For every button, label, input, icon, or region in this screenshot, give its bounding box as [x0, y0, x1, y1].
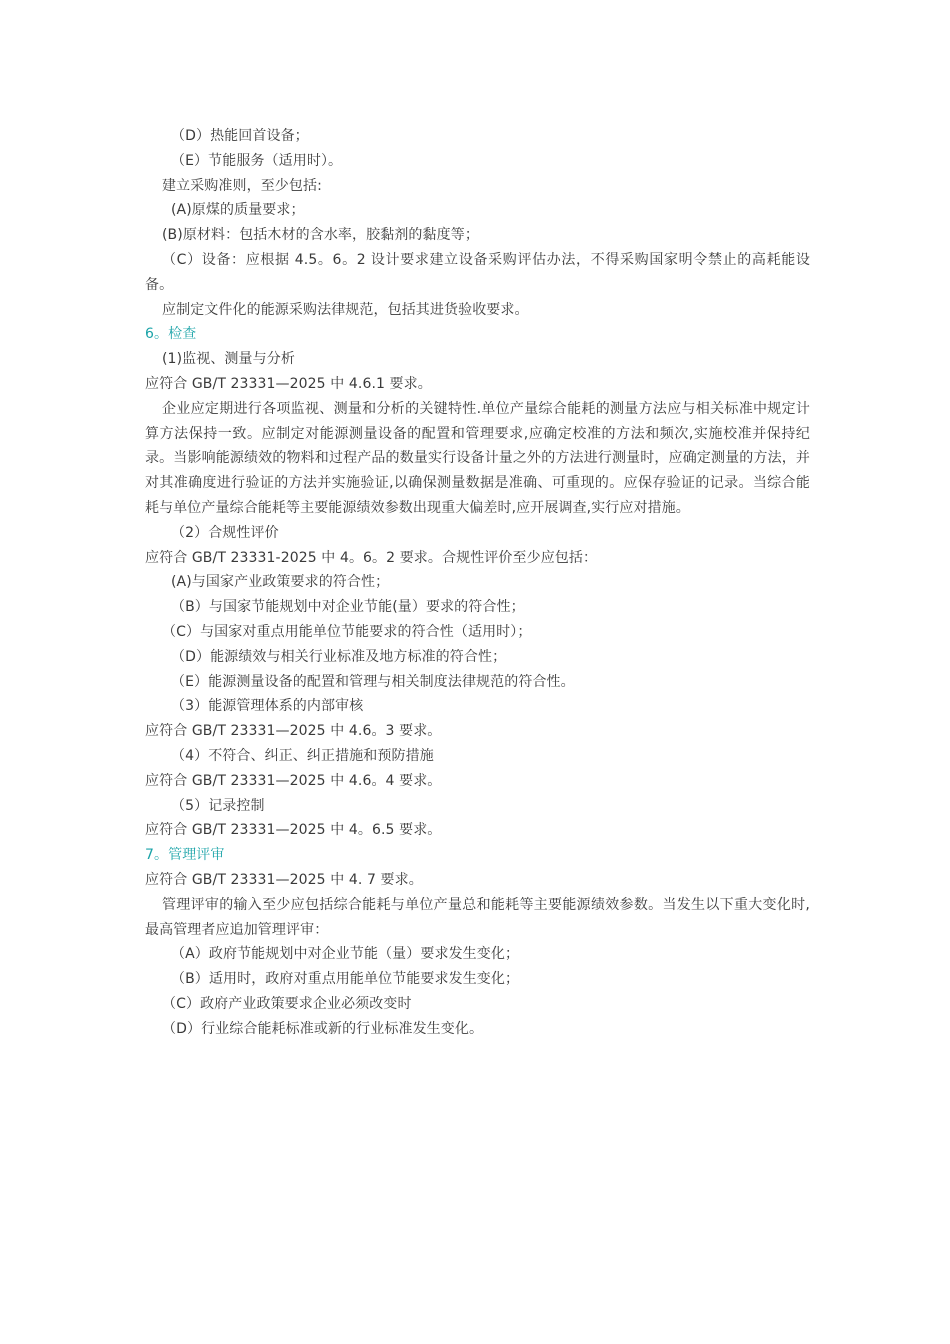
compliance-item-c: （C）与国家对重点用能单位节能要求的符合性（适用时）； — [162, 623, 532, 640]
requirement-4-6-1: 应符合 GB/T 23331—2025 中 4.6.1 要求。 — [145, 375, 432, 392]
review-item-c: （C）政府产业政策要求企业必须改变时 — [162, 995, 412, 1012]
section-heading-inspection: 6。检查 — [145, 326, 197, 343]
review-item-d: （D）行业综合能耗标准或新的行业标准发生变化。 — [162, 1020, 484, 1037]
list-item-b-raw-materials: (B)原材料：包括木材的含水率，胶黏剂的黏度等； — [162, 227, 479, 244]
compliance-item-a: (A)与国家产业政策要求的符合性； — [171, 574, 390, 591]
requirement-4-6-4: 应符合 GB/T 23331—2025 中 4.6。4 要求。 — [145, 772, 442, 789]
subsection-monitoring: (1)监视、测量与分析 — [162, 351, 295, 368]
section-heading-management-review: 7。管理评审 — [145, 847, 225, 864]
requirement-4-6-2: 应符合 GB/T 23331-2025 中 4。6。2 要求。合规性评价至少应包括： — [145, 549, 598, 566]
management-review-paragraph: 管理评审的输入至少应包括综合能耗与单位产量总和能耗等主要能源绩效参数。当发生以下重大变化时,最高管理者应追加管理评审： — [145, 896, 810, 938]
compliance-item-d: （D）能源绩效与相关行业标准及地方标准的符合性； — [171, 648, 507, 665]
subsection-nonconformity: （4）不符合、纠正、纠正措施和预防措施 — [171, 747, 434, 764]
list-item-e-energy-service: （E）节能服务（适用时）。 — [171, 152, 343, 169]
list-item-c-equipment: （C）设备：应根据 4.5。6。2 设计要求建立设备采购评估办法，不得采购国家明令禁止的高耗能设备。 — [145, 251, 810, 293]
requirement-4-7: 应符合 GB/T 23331—2025 中 4. 7 要求。 — [145, 871, 423, 888]
requirement-4-6-5: 应符合 GB/T 23331—2025 中 4。6.5 要求。 — [145, 822, 442, 839]
subsection-compliance: （2）合规性评价 — [171, 524, 279, 541]
list-item-a-coal-quality: (A)原煤的质量要求； — [171, 202, 305, 219]
compliance-item-b: （B）与国家节能规划中对企业节能(量）要求的符合性； — [171, 599, 525, 616]
procurement-criteria-intro: 建立采购准则，至少包括: — [162, 177, 322, 194]
subsection-record-control: （5）记录控制 — [171, 797, 265, 814]
subsection-internal-audit: （3）能源管理体系的内部审核 — [171, 698, 364, 715]
document-body — [145, 124, 810, 1041]
requirement-4-6-3: 应符合 GB/T 23331—2025 中 4.6。3 要求。 — [145, 723, 442, 740]
procurement-rules-paragraph: 应制定文件化的能源采购法律规范，包括其进货验收要求。 — [162, 301, 529, 318]
compliance-item-e: （E）能源测量设备的配置和管理与相关制度法律规范的符合性。 — [171, 673, 575, 690]
review-item-b: （B）适用时，政府对重点用能单位节能要求发生变化； — [171, 971, 520, 988]
review-item-a: （A）政府节能规划中对企业节能（量）要求发生变化； — [171, 946, 520, 963]
monitoring-paragraph: 企业应定期进行各项监视、测量和分析的关键特性.单位产量综合能耗的测量方法应与相关标准中规定计算方法保持一致。应制定对能源测量设备的配置和管理要求,应确定校准的方法和频次,实施校准并保持纪录。当影响能源绩效的物料和过程产品的数量实行设备计量之外的方法进行测量时，应确定测量的方法，并对其准确度进行验证的方法并实施验证,以确保测量数据是准确、可重现的。应保存验证的记录。当综合能耗与单位产量综合能耗等主要能源绩效参数出现重大偏差时,应开展调查,实行应对措施。 — [145, 400, 810, 516]
list-item-d-heat-recovery: （D）热能回首设备； — [171, 128, 309, 144]
